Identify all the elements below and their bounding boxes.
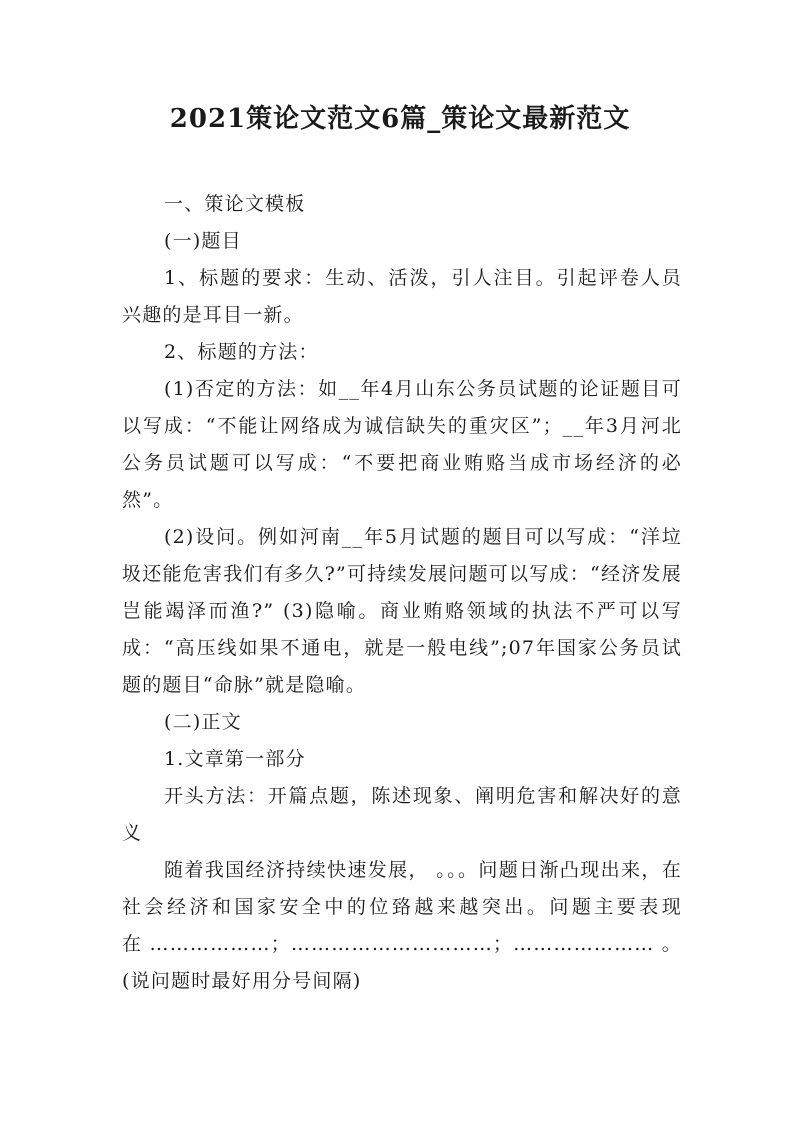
document-title: 2021策论文范文6篇_策论文最新范文 — [169, 104, 631, 134]
subsection-heading-title: (一)题目 — [164, 230, 242, 252]
section-heading-template: 一、策论文模板 — [164, 193, 306, 215]
paragraph-title-requirements: 1、标题的要求：生动、活泼，引人注目。引起评卷人员兴趣的是耳目一新。 — [122, 267, 682, 326]
paragraph-title-methods: 2、标题的方法： — [164, 341, 319, 363]
paragraph-method-negation: (1)否定的方法：如__年4月山东公务员试题的论证题目可以写成：“不能让网络成为诚信缺失的重灾区”；__年3月河北公务员试题可以写成：“不要把商业贿赂当成市场经济的必然”。 — [122, 378, 682, 511]
paragraph-method-question: (2)设问。例如河南__年5月试题的题目可以写成：“洋垃圾还能危害我们有多久?”可持续发展问题可以写成：“经济发展岂能竭泽而渔?” (3)隐喻。商业贿赂领域的执法不严可以写成：“高压线如果不通电，就是一般电线”;07年国家公务员试题的题目“命脉”就是隐喻。 — [122, 526, 682, 696]
paragraph-part-one: 1.文章第一部分 — [164, 748, 306, 770]
subsection-heading-body: (二)正文 — [164, 711, 242, 733]
paragraph-opening-method: 开头方法：开篇点题，陈述现象、阐明危害和解决好的意义 — [122, 785, 682, 844]
paragraph-example: 随着我国经济持续快速发展， 。。。问题日渐凸现出来，在社会经济和国家安全中的位臵越来越突出。问题主要表现在………………；…………………………；…………………。(说问题时最好用分号间隔) — [122, 859, 682, 992]
document-body — [122, 186, 682, 1000]
